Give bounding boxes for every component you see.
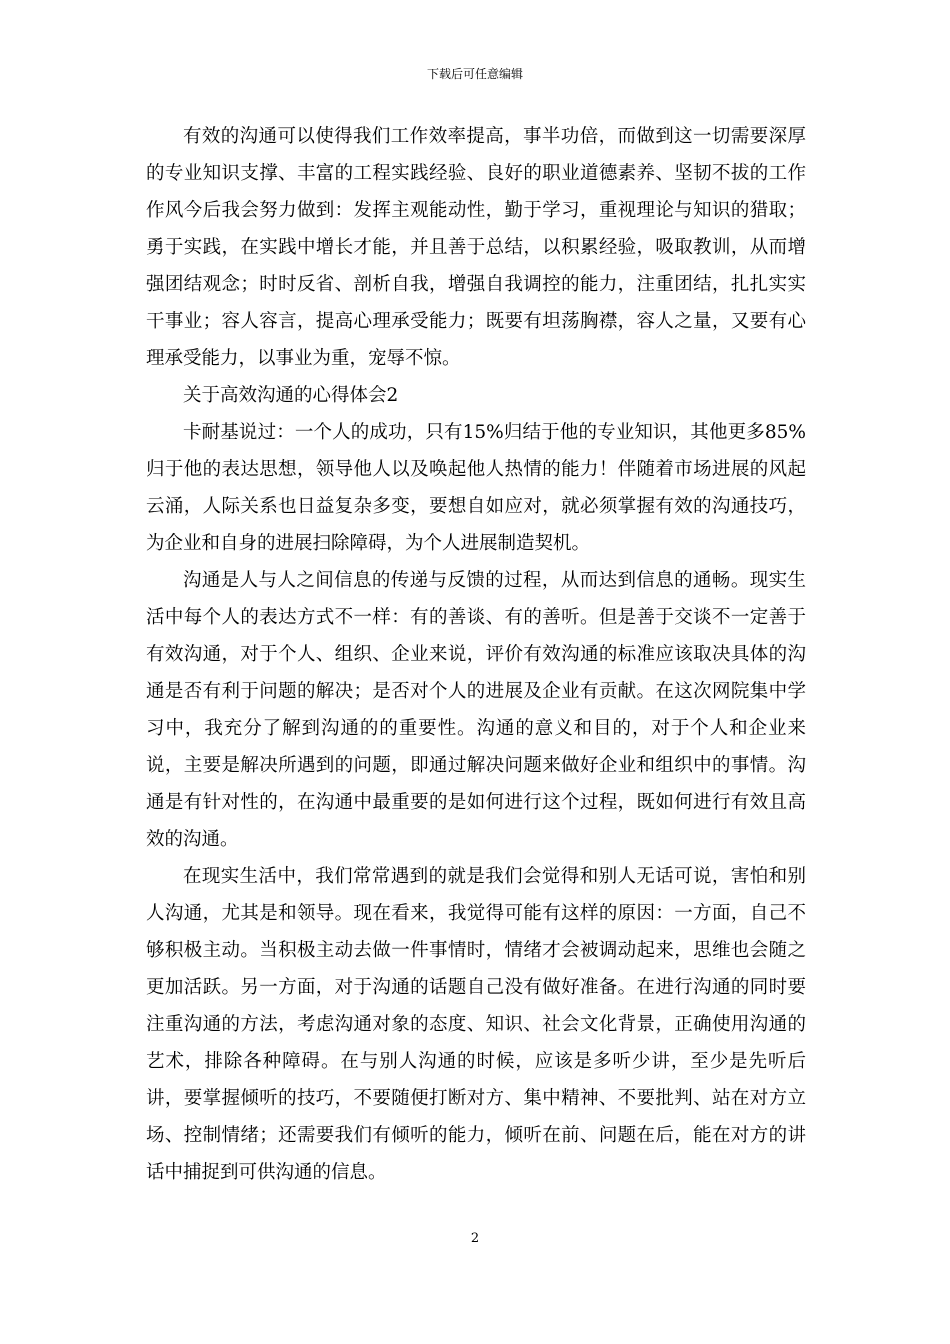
document-body (146, 118, 806, 1191)
paragraph-communication-definition: 沟通是人与人之间信息的传递与反馈的过程，从而达到信息的通畅。现实生活中每个人的表达方式不一样：有的善谈、有的善听。但是善于交谈不一定善于有效沟通，对于个人、组织、企业来说，评价有效沟通的标准应该取决具体的沟通是否有利于问题的解决；是否对个人的进展及企业有贡献。在这次网院集中学习中，我充分了解到沟通的的重要性。沟通的意义和目的，对于个人和企业来说，主要是解决所遇到的问题，即通过解决问题来做好企业和组织中的事情。沟通是有针对性的，在沟通中最重要的是如何进行这个过程，既如何进行有效且高效的沟通。 (146, 570, 806, 850)
paragraph-effective-communication: 有效的沟通可以使得我们工作效率提高，事半功倍，而做到这一切需要深厚的专业知识支撑、丰富的工程实践经验、良好的职业道德素养、坚韧不拔的工作作风今后我会努力做到：发挥主观能动性，勤于学习，重视理论与知识的猎取；勇于实践，在实践中增长才能，并且善于总结，以积累经验，吸取教训，从而增强团结观念；时时反省、剖析自我，增强自我调控的能力，注重团结，扎扎实实干事业；容人容言，提高心理承受能力；既要有坦荡胸襟，容人之量，又要有心理承受能力，以事业为重，宠辱不惊。 (146, 126, 806, 369)
section-heading: 关于高效沟通的心得体会2 (183, 385, 399, 406)
paragraph-carnegie-quote: 卡耐基说过：一个人的成功，只有15%归结于他的专业知识，其他更多85%归于他的表达思想，领导他人以及唤起他人热情的能力！伴随着市场进展的风起云涌，人际关系也日益复杂多变，要想自如应对，就必须掌握有效的沟通技巧，为企业和自身的进展扫除障碍，为个人进展制造契机。 (146, 422, 806, 554)
page-number: 2 (470, 1231, 480, 1246)
page-header: 下载后可任意编辑 (426, 67, 523, 81)
paragraph-real-life-communication: 在现实生活中，我们常常遇到的就是我们会觉得和别人无话可说，害怕和别人沟通，尤其是和领导。现在看来，我觉得可能有这样的原因：一方面，自己不够积极主动。当积极主动去做一件事情时，情绪才会被调动起来，思维也会随之更加活跃。另一方面，对于沟通的话题自己没有做好准备。在进行沟通的同时要注重沟通的方法，考虑沟通对象的态度、知识、社会文化背景，正确使用沟通的艺术，排除各种障碍。在与别人沟通的时候，应该是多听少讲，至少是先听后讲，要掌握倾听的技巧，不要随便打断对方、集中精神、不要批判、站在对方立场、控制情绪；还需要我们有倾听的能力，倾听在前、问题在后，能在对方的讲话中捕捉到可供沟通的信息。 (146, 866, 806, 1183)
